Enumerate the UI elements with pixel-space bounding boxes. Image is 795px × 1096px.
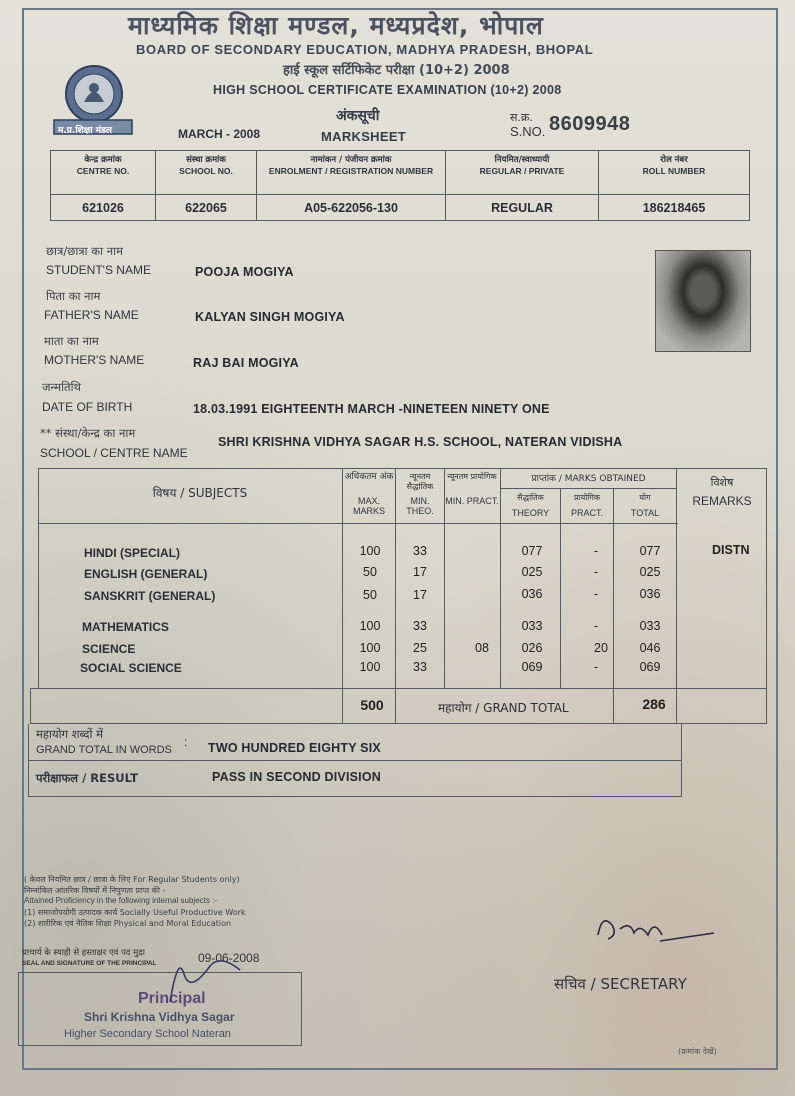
pract-marks: - <box>593 660 599 674</box>
mother-name-label-hindi: माता का नाम <box>44 334 99 348</box>
result-value: PASS IN SECOND DIVISION <box>212 770 381 784</box>
student-name-label: STUDENT'S NAME <box>46 263 151 277</box>
note-proficiency: Attained Proficiency in the following internal subjects :- <box>24 896 217 905</box>
subject-name: MATHEMATICS <box>82 620 169 634</box>
total-marks: 077 <box>639 544 661 558</box>
max-marks: 100 <box>359 619 381 633</box>
words-colon: : <box>184 735 188 749</box>
theory-header: THEORY <box>511 508 550 518</box>
mother-name: RAJ BAI MOGIYA <box>193 356 299 370</box>
marksheet-title: MARKSHEET <box>321 129 407 144</box>
note-supw: (1) समाजोपयोगी उत्पादक कार्य Socially Useful Productive Work <box>24 908 246 917</box>
min-theory: 33 <box>413 619 427 633</box>
logo-text: म.प्र.शिक्षा मंडल <box>58 126 113 136</box>
enrolment-number: A05-622056-130 <box>257 195 446 221</box>
codes-table <box>50 150 750 221</box>
principal-signature-icon <box>150 944 260 1004</box>
subject-name: HINDI (SPECIAL) <box>84 546 180 560</box>
min-theory: 17 <box>413 565 427 579</box>
issue-date: 09-06-2008 <box>198 951 260 965</box>
principal-label: SEAL AND SIGNATURE OF THE PRINCIPAL <box>22 960 157 967</box>
student-name-label-hindi: छात्र/छात्रा का नाम <box>46 244 123 258</box>
min-theory: 25 <box>413 641 427 655</box>
school-header: संस्था क्रमांक SCHOOL NO. <box>156 151 257 195</box>
min-theory-header: MIN. THEO. <box>406 496 434 516</box>
pract-marks: - <box>593 544 599 558</box>
pract-header-hindi: प्रायोगिक <box>573 493 601 502</box>
father-name-label-hindi: पिता का नाम <box>46 289 101 303</box>
words-label-hindi: महायोग शब्दों में <box>36 727 104 741</box>
serial-label-hindi: स.क्र. <box>510 111 533 124</box>
summary-box <box>28 724 682 797</box>
note-regular: ( केवल नियमित छात्र / छात्रा के लिए For Regular Students only) <box>24 875 240 884</box>
student-name: POOJA MOGIYA <box>195 265 294 279</box>
grand-total-words: TWO HUNDRED EIGHTY SIX <box>208 741 381 755</box>
form-code: (क्रमांक देखें) <box>678 1047 717 1056</box>
pract-marks: - <box>593 565 599 579</box>
pract-header: PRACT. <box>570 508 603 518</box>
school-label-hindi: ** संस्था/केन्द्र का नाम <box>40 426 136 440</box>
serial-label: S.NO. <box>510 124 546 139</box>
grand-total: 286 <box>642 696 666 712</box>
min-theory-header-hindi: न्यूनतम सैद्धांतिक <box>406 472 434 491</box>
words-label: GRAND TOTAL IN WORDS <box>36 744 172 756</box>
subject-name: ENGLISH (GENERAL) <box>84 567 208 581</box>
max-marks: 50 <box>363 588 377 602</box>
total-marks: 033 <box>639 619 661 633</box>
min-pract-header: MIN. PRACT. <box>445 496 499 506</box>
stamp-school-line2: Higher Secondary School Nateran <box>64 1028 231 1040</box>
exam-title-hindi: हाई स्कूल सर्टिफिकेट परीक्षा (10+2) 2008 <box>283 63 510 78</box>
total-marks: 069 <box>639 660 661 674</box>
total-marks: 036 <box>639 587 661 601</box>
student-photo <box>655 250 751 352</box>
theory-marks: 036 <box>521 587 543 601</box>
pract-marks: - <box>593 619 599 633</box>
remarks-header-hindi: विशेष <box>710 476 734 489</box>
subjects-header: विषय / SUBJECTS <box>152 486 248 500</box>
centre-number: 621026 <box>51 195 156 221</box>
enrolment-header: नामांकन / पंजीयन क्रमांक ENROLMENT / REGISTRATION NUMBER <box>257 151 446 195</box>
remarks-header: REMARKS <box>692 494 752 508</box>
grand-total-label: महायोग / GRAND TOTAL <box>438 701 569 715</box>
centre-header: केन्द्र क्रमांक CENTRE NO. <box>51 151 156 195</box>
theory-header-hindi: सैद्धांतिक <box>517 493 544 502</box>
type-header: नियमित/स्वाध्यायी REGULAR / PRIVATE <box>446 151 599 195</box>
subject-name: SANSKRIT (GENERAL) <box>84 589 216 603</box>
stamp-school: Shri Krishna Vidhya Sagar <box>84 1010 235 1024</box>
min-theory: 33 <box>413 544 427 558</box>
student-type: REGULAR <box>446 195 599 221</box>
father-name-label: FATHER'S NAME <box>44 308 139 322</box>
theory-marks: 026 <box>521 641 543 655</box>
theory-marks: 077 <box>521 544 543 558</box>
min-pract: 08 <box>475 641 489 655</box>
total-header-hindi: योग <box>639 493 651 502</box>
total-header: TOTAL <box>630 508 660 518</box>
principal-label-hindi: प्राचार्य के स्याही से हस्ताक्षर एवं पद मुद्रा <box>22 948 145 958</box>
school-number: 622065 <box>156 195 257 221</box>
school-name: SHRI KRISHNA VIDHYA SAGAR H.S. SCHOOL, NATERAN VIDISHA <box>218 435 623 449</box>
board-title-english: BOARD OF SECONDARY EDUCATION, MADHYA PRADESH, BHOPAL <box>136 42 594 57</box>
school-label: SCHOOL / CENTRE NAME <box>40 446 188 460</box>
max-marks: 50 <box>363 565 377 579</box>
mother-name-label: MOTHER'S NAME <box>44 353 145 367</box>
subject-name: SCIENCE <box>82 642 136 656</box>
board-title-hindi: माध्यमिक शिक्षा मण्डल, मध्यप्रदेश, भोपाल <box>128 11 544 40</box>
remark: DISTN <box>712 543 750 557</box>
secretary-signature-icon <box>590 905 720 960</box>
max-marks: 100 <box>359 544 381 558</box>
max-total: 500 <box>360 697 384 713</box>
max-header: MAX. MARKS <box>352 496 385 516</box>
pract-marks: 20 <box>594 641 608 655</box>
theory-marks: 069 <box>521 660 543 674</box>
total-marks: 025 <box>639 565 661 579</box>
theory-marks: 033 <box>521 619 543 633</box>
note-pme: (2) शारीरिक एवं नैतिक शिक्षा Physical and Moral Education <box>24 919 232 928</box>
min-theory: 33 <box>413 660 427 674</box>
max-header-hindi: अधिकतम अंक <box>344 472 394 482</box>
exam-title-english: HIGH SCHOOL CERTIFICATE EXAMINATION (10+2) 2008 <box>213 83 562 97</box>
dob-label: DATE OF BIRTH <box>42 400 133 414</box>
dob-label-hindi: जन्मतिथि <box>42 380 81 394</box>
note-proficiency-hindi: निम्नांकित आंतरिक विषयों में निपुणता प्राप्त की - <box>24 886 166 895</box>
obtained-header: प्राप्तांक / MARKS OBTAINED <box>531 474 646 484</box>
roll-number: 186218465 <box>599 195 750 221</box>
min-pract-header-hindi: न्यूनतम प्रायोगिक <box>447 472 497 481</box>
max-marks: 100 <box>359 641 381 655</box>
total-marks: 046 <box>639 641 661 655</box>
pract-marks: - <box>593 587 599 601</box>
result-label: परीक्षाफल / RESULT <box>36 771 138 785</box>
marksheet-title-hindi: अंकसूची <box>336 108 380 124</box>
roll-header: रोल नंबर ROLL NUMBER <box>599 151 750 195</box>
father-name: KALYAN SINGH MOGIYA <box>195 310 345 324</box>
date-of-birth: 18.03.1991 EIGHTEENTH MARCH -NINETEEN NINETY ONE <box>193 402 550 416</box>
marks-table <box>30 468 766 724</box>
theory-marks: 025 <box>521 565 543 579</box>
stamp-principal: Principal <box>138 990 206 1007</box>
subject-name: SOCIAL SCIENCE <box>80 661 182 675</box>
secretary-label: सचिव / SECRETARY <box>554 975 687 993</box>
exam-month: MARCH - 2008 <box>178 127 261 141</box>
serial-number: 8609948 <box>549 113 631 135</box>
max-marks: 100 <box>359 660 381 674</box>
min-theory: 17 <box>413 588 427 602</box>
